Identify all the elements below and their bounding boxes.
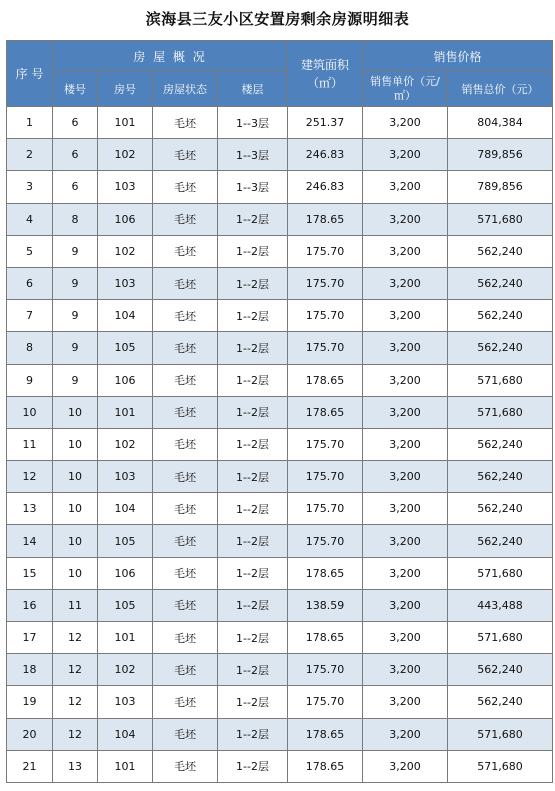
cell-total-price: 571,680 — [448, 622, 553, 654]
cell-building: 9 — [53, 300, 98, 332]
cell-building: 10 — [53, 461, 98, 493]
cell-floor: 1--2层 — [218, 267, 288, 299]
table-row — [7, 267, 553, 299]
cell-room: 105 — [98, 589, 153, 621]
cell-area: 178.65 — [288, 557, 363, 589]
cell-seq: 10 — [7, 396, 53, 428]
cell-room: 103 — [98, 461, 153, 493]
table-row — [7, 235, 553, 267]
cell-area: 175.70 — [288, 428, 363, 460]
cell-room: 103 — [98, 171, 153, 203]
cell-room: 101 — [98, 622, 153, 654]
header-seq: 序 号 — [7, 41, 53, 107]
cell-floor: 1--2层 — [218, 654, 288, 686]
cell-floor: 1--2层 — [218, 622, 288, 654]
cell-unit-price: 3,200 — [363, 750, 448, 782]
cell-floor: 1--2层 — [218, 525, 288, 557]
cell-total-price: 562,240 — [448, 493, 553, 525]
cell-area: 178.65 — [288, 203, 363, 235]
table-row — [7, 589, 553, 621]
cell-unit-price: 3,200 — [363, 718, 448, 750]
cell-area: 178.65 — [288, 718, 363, 750]
cell-floor: 1--2层 — [218, 364, 288, 396]
cell-status: 毛坯 — [153, 267, 218, 299]
cell-floor: 1--2层 — [218, 557, 288, 589]
cell-seq: 1 — [7, 107, 53, 139]
cell-area: 175.70 — [288, 300, 363, 332]
cell-status: 毛坯 — [153, 203, 218, 235]
table-row — [7, 718, 553, 750]
table-row — [7, 171, 553, 203]
cell-area: 175.70 — [288, 461, 363, 493]
cell-building: 9 — [53, 235, 98, 267]
cell-total-price: 571,680 — [448, 203, 553, 235]
cell-total-price: 571,680 — [448, 718, 553, 750]
header-building-no: 楼号 — [53, 72, 98, 107]
cell-seq: 2 — [7, 139, 53, 171]
cell-room: 102 — [98, 139, 153, 171]
cell-unit-price: 3,200 — [363, 589, 448, 621]
cell-seq: 5 — [7, 235, 53, 267]
cell-total-price: 562,240 — [448, 300, 553, 332]
header-area — [288, 41, 363, 107]
cell-floor: 1--2层 — [218, 718, 288, 750]
cell-total-price: 562,240 — [448, 428, 553, 460]
cell-unit-price: 3,200 — [363, 267, 448, 299]
cell-area: 246.83 — [288, 139, 363, 171]
cell-seq: 4 — [7, 203, 53, 235]
cell-building: 6 — [53, 107, 98, 139]
cell-total-price: 562,240 — [448, 332, 553, 364]
cell-floor: 1--2层 — [218, 396, 288, 428]
cell-seq: 13 — [7, 493, 53, 525]
cell-building: 9 — [53, 267, 98, 299]
cell-building: 8 — [53, 203, 98, 235]
cell-room: 102 — [98, 654, 153, 686]
cell-floor: 1--2层 — [218, 589, 288, 621]
cell-unit-price: 3,200 — [363, 139, 448, 171]
cell-room: 101 — [98, 107, 153, 139]
header-sale-price: 销售价格 — [363, 41, 553, 72]
document-title: 滨海县三友小区安置房剩余房源明细表 — [145, 10, 410, 28]
cell-status: 毛坯 — [153, 332, 218, 364]
cell-building: 12 — [53, 718, 98, 750]
cell-building: 6 — [53, 139, 98, 171]
cell-status: 毛坯 — [153, 300, 218, 332]
table-row — [7, 107, 553, 139]
cell-area: 251.37 — [288, 107, 363, 139]
cell-room: 102 — [98, 428, 153, 460]
table-row — [7, 493, 553, 525]
cell-total-price: 562,240 — [448, 461, 553, 493]
cell-floor: 1--2层 — [218, 686, 288, 718]
cell-building: 9 — [53, 364, 98, 396]
cell-area: 175.70 — [288, 654, 363, 686]
cell-status: 毛坯 — [153, 686, 218, 718]
table-row — [7, 622, 553, 654]
cell-seq: 9 — [7, 364, 53, 396]
cell-unit-price: 3,200 — [363, 300, 448, 332]
cell-floor: 1--2层 — [218, 428, 288, 460]
table-row — [7, 461, 553, 493]
cell-building: 11 — [53, 589, 98, 621]
cell-total-price: 571,680 — [448, 364, 553, 396]
cell-floor: 1--2层 — [218, 461, 288, 493]
cell-area: 178.65 — [288, 622, 363, 654]
cell-area: 175.70 — [288, 493, 363, 525]
cell-building: 10 — [53, 493, 98, 525]
cell-seq: 20 — [7, 718, 53, 750]
header-house-overview: 房 屋 概 况 — [53, 41, 288, 72]
table-row — [7, 428, 553, 460]
cell-floor: 1--2层 — [218, 493, 288, 525]
cell-seq: 21 — [7, 750, 53, 782]
table-row — [7, 557, 553, 589]
cell-room: 106 — [98, 557, 153, 589]
cell-seq: 11 — [7, 428, 53, 460]
cell-status: 毛坯 — [153, 622, 218, 654]
cell-total-price: 562,240 — [448, 686, 553, 718]
cell-room: 102 — [98, 235, 153, 267]
cell-seq: 16 — [7, 589, 53, 621]
cell-area: 175.70 — [288, 332, 363, 364]
cell-status: 毛坯 — [153, 557, 218, 589]
cell-total-price: 562,240 — [448, 525, 553, 557]
cell-total-price: 562,240 — [448, 267, 553, 299]
cell-room: 106 — [98, 364, 153, 396]
cell-building: 10 — [53, 525, 98, 557]
cell-building: 10 — [53, 557, 98, 589]
cell-area: 175.70 — [288, 525, 363, 557]
cell-seq: 18 — [7, 654, 53, 686]
cell-unit-price: 3,200 — [363, 493, 448, 525]
cell-unit-price: 3,200 — [363, 107, 448, 139]
cell-room: 104 — [98, 718, 153, 750]
table-row — [7, 332, 553, 364]
cell-area: 175.70 — [288, 267, 363, 299]
cell-room: 106 — [98, 203, 153, 235]
cell-seq: 3 — [7, 171, 53, 203]
cell-status: 毛坯 — [153, 364, 218, 396]
table-row — [7, 203, 553, 235]
cell-total-price: 789,856 — [448, 139, 553, 171]
table-body — [7, 107, 553, 783]
table-row — [7, 525, 553, 557]
cell-total-price: 789,856 — [448, 171, 553, 203]
cell-building: 6 — [53, 171, 98, 203]
table-row — [7, 364, 553, 396]
cell-floor: 1--3层 — [218, 139, 288, 171]
cell-area: 138.59 — [288, 589, 363, 621]
header-unit-price: 销售单价（元/㎡） — [363, 72, 448, 107]
cell-area: 175.70 — [288, 686, 363, 718]
table-row — [7, 139, 553, 171]
cell-floor: 1--2层 — [218, 203, 288, 235]
cell-building: 10 — [53, 396, 98, 428]
cell-room: 101 — [98, 750, 153, 782]
cell-floor: 1--2层 — [218, 235, 288, 267]
cell-area: 175.70 — [288, 235, 363, 267]
cell-total-price: 443,488 — [448, 589, 553, 621]
cell-floor: 1--3层 — [218, 107, 288, 139]
cell-unit-price: 3,200 — [363, 203, 448, 235]
cell-area: 178.65 — [288, 364, 363, 396]
cell-unit-price: 3,200 — [363, 654, 448, 686]
cell-seq: 17 — [7, 622, 53, 654]
cell-area: 178.65 — [288, 750, 363, 782]
cell-seq: 14 — [7, 525, 53, 557]
header-area-line1: 建筑面积 — [301, 57, 350, 72]
cell-status: 毛坯 — [153, 493, 218, 525]
cell-seq: 19 — [7, 686, 53, 718]
cell-room: 105 — [98, 525, 153, 557]
header-area-line2: （㎡） — [307, 75, 344, 90]
cell-status: 毛坯 — [153, 654, 218, 686]
cell-floor: 1--2层 — [218, 300, 288, 332]
cell-seq: 6 — [7, 267, 53, 299]
header-status: 房屋状态 — [153, 72, 218, 107]
cell-room: 103 — [98, 686, 153, 718]
cell-room: 104 — [98, 300, 153, 332]
cell-building: 12 — [53, 686, 98, 718]
cell-total-price: 571,680 — [448, 557, 553, 589]
cell-status: 毛坯 — [153, 461, 218, 493]
cell-unit-price: 3,200 — [363, 396, 448, 428]
table-row — [7, 750, 553, 782]
cell-status: 毛坯 — [153, 139, 218, 171]
cell-unit-price: 3,200 — [363, 461, 448, 493]
cell-floor: 1--3层 — [218, 171, 288, 203]
cell-floor: 1--2层 — [218, 332, 288, 364]
table-row — [7, 654, 553, 686]
cell-unit-price: 3,200 — [363, 171, 448, 203]
cell-status: 毛坯 — [153, 107, 218, 139]
cell-total-price: 571,680 — [448, 396, 553, 428]
cell-building: 13 — [53, 750, 98, 782]
table-row — [7, 686, 553, 718]
cell-seq: 15 — [7, 557, 53, 589]
cell-unit-price: 3,200 — [363, 557, 448, 589]
cell-area: 246.83 — [288, 171, 363, 203]
cell-building: 12 — [53, 654, 98, 686]
cell-unit-price: 3,200 — [363, 332, 448, 364]
cell-seq: 12 — [7, 461, 53, 493]
cell-status: 毛坯 — [153, 428, 218, 460]
cell-status: 毛坯 — [153, 589, 218, 621]
cell-total-price: 562,240 — [448, 235, 553, 267]
cell-floor: 1--2层 — [218, 750, 288, 782]
header-room-no: 房号 — [98, 72, 153, 107]
cell-total-price: 804,384 — [448, 107, 553, 139]
cell-building: 10 — [53, 428, 98, 460]
cell-unit-price: 3,200 — [363, 364, 448, 396]
cell-unit-price: 3,200 — [363, 525, 448, 557]
table-row — [7, 396, 553, 428]
header-total-price: 销售总价（元） — [448, 72, 553, 107]
table-header — [7, 41, 553, 107]
cell-building: 9 — [53, 332, 98, 364]
cell-room: 104 — [98, 493, 153, 525]
cell-status: 毛坯 — [153, 750, 218, 782]
cell-total-price: 571,680 — [448, 750, 553, 782]
cell-seq: 8 — [7, 332, 53, 364]
housing-table — [6, 40, 553, 783]
cell-status: 毛坯 — [153, 396, 218, 428]
cell-status: 毛坯 — [153, 171, 218, 203]
cell-unit-price: 3,200 — [363, 428, 448, 460]
cell-status: 毛坯 — [153, 235, 218, 267]
header-floor: 楼层 — [218, 72, 288, 107]
cell-unit-price: 3,200 — [363, 622, 448, 654]
cell-room: 105 — [98, 332, 153, 364]
cell-unit-price: 3,200 — [363, 235, 448, 267]
cell-status: 毛坯 — [153, 718, 218, 750]
cell-area: 178.65 — [288, 396, 363, 428]
cell-status: 毛坯 — [153, 525, 218, 557]
cell-seq: 7 — [7, 300, 53, 332]
cell-unit-price: 3,200 — [363, 686, 448, 718]
cell-room: 101 — [98, 396, 153, 428]
cell-building: 12 — [53, 622, 98, 654]
cell-total-price: 562,240 — [448, 654, 553, 686]
cell-room: 103 — [98, 267, 153, 299]
table-row — [7, 300, 553, 332]
